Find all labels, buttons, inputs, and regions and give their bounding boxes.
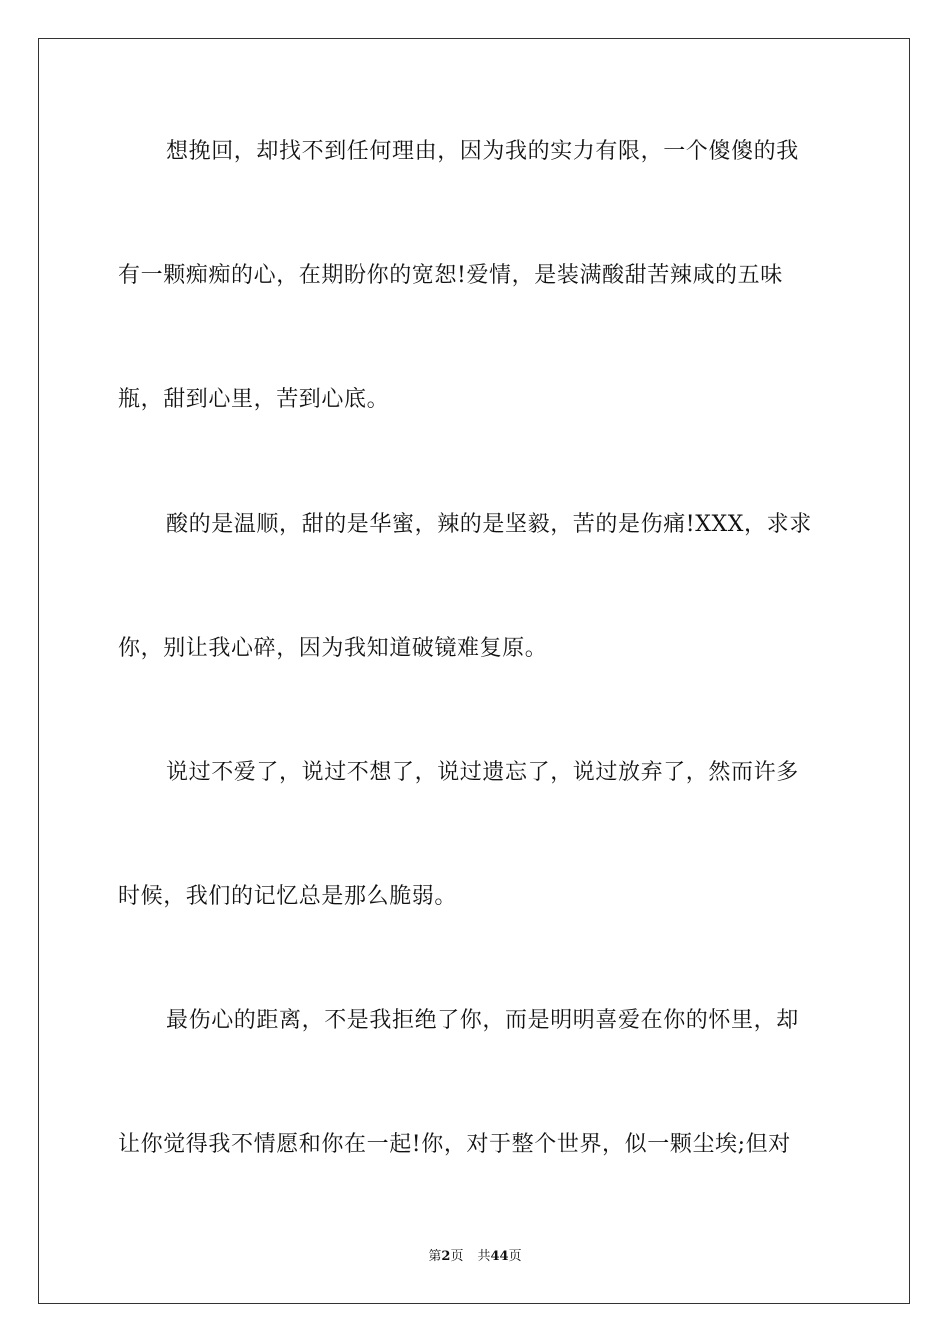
total-pages-label: 共44页 xyxy=(477,1249,522,1264)
page-number: 2 xyxy=(441,1249,451,1264)
paragraph-1-line-1: 想挽回，却找不到任何理由，因为我的实力有限，一个傻傻的我 xyxy=(166,139,799,164)
paragraph-4-line-1: 最伤心的距离，不是我拒绝了你，而是明明喜爱在你的怀里，却 xyxy=(166,1008,799,1033)
paragraph-2-line-2: 你，别让我心碎，因为我知道破镜难复原。 xyxy=(118,636,548,661)
page-label: 第2页 xyxy=(428,1249,464,1264)
paragraph-1-line-2: 有一颗痴痴的心，在期盼你的宽恕!爱情，是装满酸甜苦辣咸的五味 xyxy=(118,263,783,288)
paragraph-1-line-3: 瓶，甜到心里，苦到心底。 xyxy=(118,387,390,412)
page-footer xyxy=(0,1248,950,1266)
paragraph-2-line-1: 酸的是温顺，甜的是华蜜，辣的是坚毅，苦的是伤痛!XXX，求求 xyxy=(166,512,812,537)
total-pages: 44 xyxy=(490,1249,509,1264)
paragraph-3-line-1: 说过不爱了，说过不想了，说过遗忘了，说过放弃了，然而许多 xyxy=(166,760,799,785)
paragraph-4-line-2: 让你觉得我不情愿和你在一起!你，对于整个世界，似一颗尘埃;但对 xyxy=(118,1132,791,1157)
page-border xyxy=(38,38,910,1304)
paragraph-3-line-2: 时候，我们的记忆总是那么脆弱。 xyxy=(118,884,458,909)
